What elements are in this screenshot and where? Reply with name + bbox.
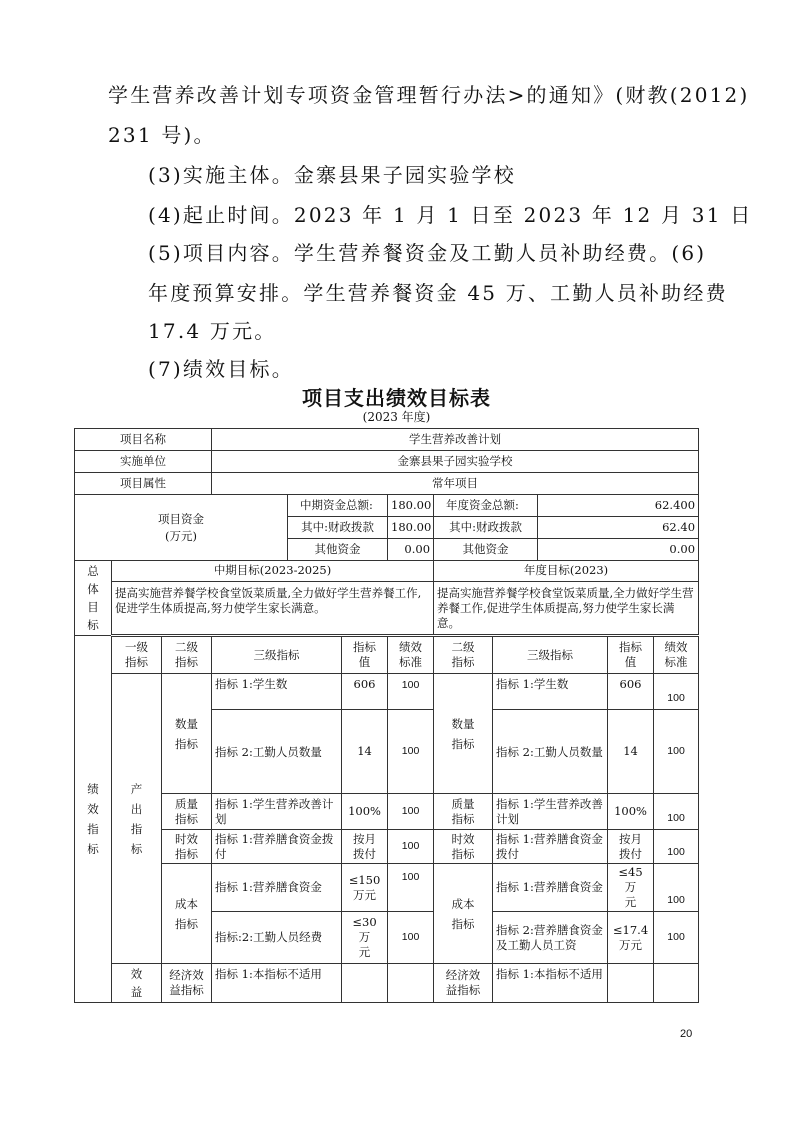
mid-q1-value: 606 bbox=[342, 674, 388, 710]
mid-quality-name: 指标 1:学生营养改善计划 bbox=[212, 794, 342, 830]
overall-goal-label: 总 体 目 标 bbox=[75, 561, 112, 636]
year-q2-score: 100 bbox=[654, 710, 699, 794]
mid-time-value: 按月 拨付 bbox=[342, 830, 388, 864]
econ-label-year: 经济效 益指标 bbox=[434, 964, 493, 1003]
page-number: 20 bbox=[680, 1028, 693, 1040]
year-fiscal-value: 62.40 bbox=[538, 517, 699, 539]
table-row bbox=[75, 864, 699, 912]
cost-label-mid: 成本 指标 bbox=[162, 864, 212, 964]
header-value-year: 指标 值 bbox=[608, 636, 654, 674]
performance-target-table bbox=[74, 428, 699, 1003]
year-quality-value: 100% bbox=[608, 794, 654, 830]
table-row bbox=[75, 964, 699, 1003]
mid-quality-value: 100% bbox=[342, 794, 388, 830]
year-c1-name: 指标 1:营养膳食资金 bbox=[493, 864, 608, 912]
body-text-line-8: (7)绩效目标。 bbox=[148, 357, 294, 381]
mid-goal-header: 中期目标(2023-2025) bbox=[112, 561, 434, 582]
mid-econ-value bbox=[342, 964, 388, 1003]
table-row bbox=[75, 636, 699, 674]
year-c1-value: ≤45 万 元 bbox=[608, 864, 654, 912]
mid-econ-score bbox=[388, 964, 434, 1003]
table-subtitle: (2023 年度) bbox=[362, 410, 431, 424]
mid-other-label: 其他资金 bbox=[288, 539, 388, 561]
table-row bbox=[75, 794, 699, 830]
mid-fiscal-value: 180.00 bbox=[388, 517, 434, 539]
quantity-label-mid: 数量 指标 bbox=[162, 674, 212, 794]
mid-c1-score: 100 bbox=[388, 864, 434, 912]
quantity-label-year: 数量 指标 bbox=[434, 674, 493, 794]
mid-q2-score: 100 bbox=[388, 710, 434, 794]
project-name-label: 项目名称 bbox=[75, 429, 212, 451]
table-row bbox=[75, 830, 699, 864]
mid-time-name: 指标 1:营养膳食资金拨付 bbox=[212, 830, 342, 864]
year-q1-score: 100 bbox=[654, 674, 699, 710]
year-c2-score: 100 bbox=[654, 912, 699, 964]
year-c2-name: 指标 2:营养膳食资金及工勤人员工资 bbox=[493, 912, 608, 964]
quality-label-year: 质量 指标 bbox=[434, 794, 493, 830]
benefit-indicator-label: 效 益 bbox=[112, 964, 162, 1003]
unit-value: 金寨县果子园实验学校 bbox=[212, 451, 699, 473]
mid-q2-value: 14 bbox=[342, 710, 388, 794]
mid-fiscal-label: 其中:财政拨款 bbox=[288, 517, 388, 539]
body-text-line-4: (4)起止时间。2023 年 1 月 1 日至 2023 年 12 月 31 日 bbox=[148, 203, 753, 227]
mid-time-score: 100 bbox=[388, 830, 434, 864]
table-title: 项目支出绩效目标表 bbox=[302, 386, 491, 410]
year-econ-score bbox=[654, 964, 699, 1003]
year-q1-name: 指标 1:学生数 bbox=[493, 674, 608, 710]
year-fiscal-label: 其中:财政拨款 bbox=[434, 517, 538, 539]
attr-label: 项目属性 bbox=[75, 473, 212, 495]
year-goal-header: 年度目标(2023) bbox=[434, 561, 699, 582]
header-standard-mid: 绩效 标准 bbox=[388, 636, 434, 674]
year-time-name: 指标 1:营养膳食资金拨付 bbox=[493, 830, 608, 864]
mid-c1-value: ≤150 万元 bbox=[342, 864, 388, 912]
year-quality-score: 100 bbox=[654, 794, 699, 830]
header-level2-year: 二级 指标 bbox=[434, 636, 493, 674]
table-row bbox=[75, 429, 699, 451]
mid-q1-score: 100 bbox=[388, 674, 434, 710]
mid-q2-name: 指标 2:工勤人员数量 bbox=[212, 710, 342, 794]
body-text-line-7: 17.4 万元。 bbox=[148, 319, 277, 343]
table-row bbox=[75, 674, 699, 710]
mid-q1-name: 指标 1:学生数 bbox=[212, 674, 342, 710]
mid-total-label: 中期资金总额: bbox=[288, 495, 388, 517]
mid-total-value: 180.00 bbox=[388, 495, 434, 517]
header-level1: 一级 指标 bbox=[112, 636, 162, 674]
year-q2-name: 指标 2:工勤人员数量 bbox=[493, 710, 608, 794]
year-q2-value: 14 bbox=[608, 710, 654, 794]
econ-label-mid: 经济效 益指标 bbox=[162, 964, 212, 1003]
header-level3-year: 三级指标 bbox=[493, 636, 608, 674]
year-goal-text: 提高实施营养餐学校食堂饭菜质量,全力做好学生营养餐工作,促进学生体质提高,努力使学生家长满意。 bbox=[434, 581, 699, 635]
body-text-line-1: 学生营养改善计划专项资金管理暂行办法>的通知》(财教(2012) bbox=[108, 83, 750, 107]
table-row bbox=[75, 561, 699, 582]
mid-c2-name: 指标:2:工勤人员经费 bbox=[212, 912, 342, 964]
mid-c2-value: ≤30 万 元 bbox=[342, 912, 388, 964]
table-row bbox=[75, 451, 699, 473]
mid-c2-score: 100 bbox=[388, 912, 434, 964]
perf-indicator-label: 绩 效 指 标 bbox=[75, 636, 112, 1003]
header-level2-mid: 二级 指标 bbox=[162, 636, 212, 674]
mid-econ-name: 指标 1:本指标不适用 bbox=[212, 964, 342, 1003]
time-label-year: 时效 指标 bbox=[434, 830, 493, 864]
year-other-label: 其他资金 bbox=[434, 539, 538, 561]
body-text-line-3: (3)实施主体。金寨县果子园实验学校 bbox=[148, 163, 516, 187]
mid-other-value: 0.00 bbox=[388, 539, 434, 561]
year-c1-score: 100 bbox=[654, 864, 699, 912]
year-other-value: 0.00 bbox=[538, 539, 699, 561]
body-text-line-6: 年度预算安排。学生营养餐资金 45 万、工勤人员补助经费 bbox=[148, 281, 728, 305]
year-quality-name: 指标 1:学生营养改善计划 bbox=[493, 794, 608, 830]
header-standard-year: 绩效 标准 bbox=[654, 636, 699, 674]
year-econ-name: 指标 1:本指标不适用 bbox=[493, 964, 608, 1003]
table-row bbox=[75, 581, 699, 635]
body-text-line-2: 231 号)。 bbox=[108, 123, 216, 147]
mid-goal-text: 提高实施营养餐学校食堂饭菜质量,全力做好学生营养餐工作,促进学生体质提高,努力使学生家长满意。 bbox=[112, 581, 434, 635]
cost-label-year: 成本 指标 bbox=[434, 864, 493, 964]
quality-label-mid: 质量 指标 bbox=[162, 794, 212, 830]
attr-value: 常年项目 bbox=[212, 473, 699, 495]
output-indicator-label: 产 出 指 标 bbox=[112, 674, 162, 964]
table-row bbox=[75, 495, 699, 517]
header-level3-mid: 三级指标 bbox=[212, 636, 342, 674]
unit-label: 实施单位 bbox=[75, 451, 212, 473]
mid-quality-score: 100 bbox=[388, 794, 434, 830]
year-econ-value bbox=[608, 964, 654, 1003]
year-c2-value: ≤17.4 万元 bbox=[608, 912, 654, 964]
mid-c1-name: 指标 1:营养膳食资金 bbox=[212, 864, 342, 912]
year-total-value: 62.400 bbox=[538, 495, 699, 517]
table-row bbox=[75, 473, 699, 495]
funds-label: 项目资金 (万元) bbox=[75, 495, 288, 561]
year-time-score: 100 bbox=[654, 830, 699, 864]
header-value-mid: 指标 值 bbox=[342, 636, 388, 674]
year-total-label: 年度资金总额: bbox=[434, 495, 538, 517]
year-time-value: 按月 拨付 bbox=[608, 830, 654, 864]
year-q1-value: 606 bbox=[608, 674, 654, 710]
time-label-mid: 时效 指标 bbox=[162, 830, 212, 864]
project-name-value: 学生营养改善计划 bbox=[212, 429, 699, 451]
body-text-line-5: (5)项目内容。学生营养餐资金及工勤人员补助经费。(6) bbox=[148, 241, 707, 265]
